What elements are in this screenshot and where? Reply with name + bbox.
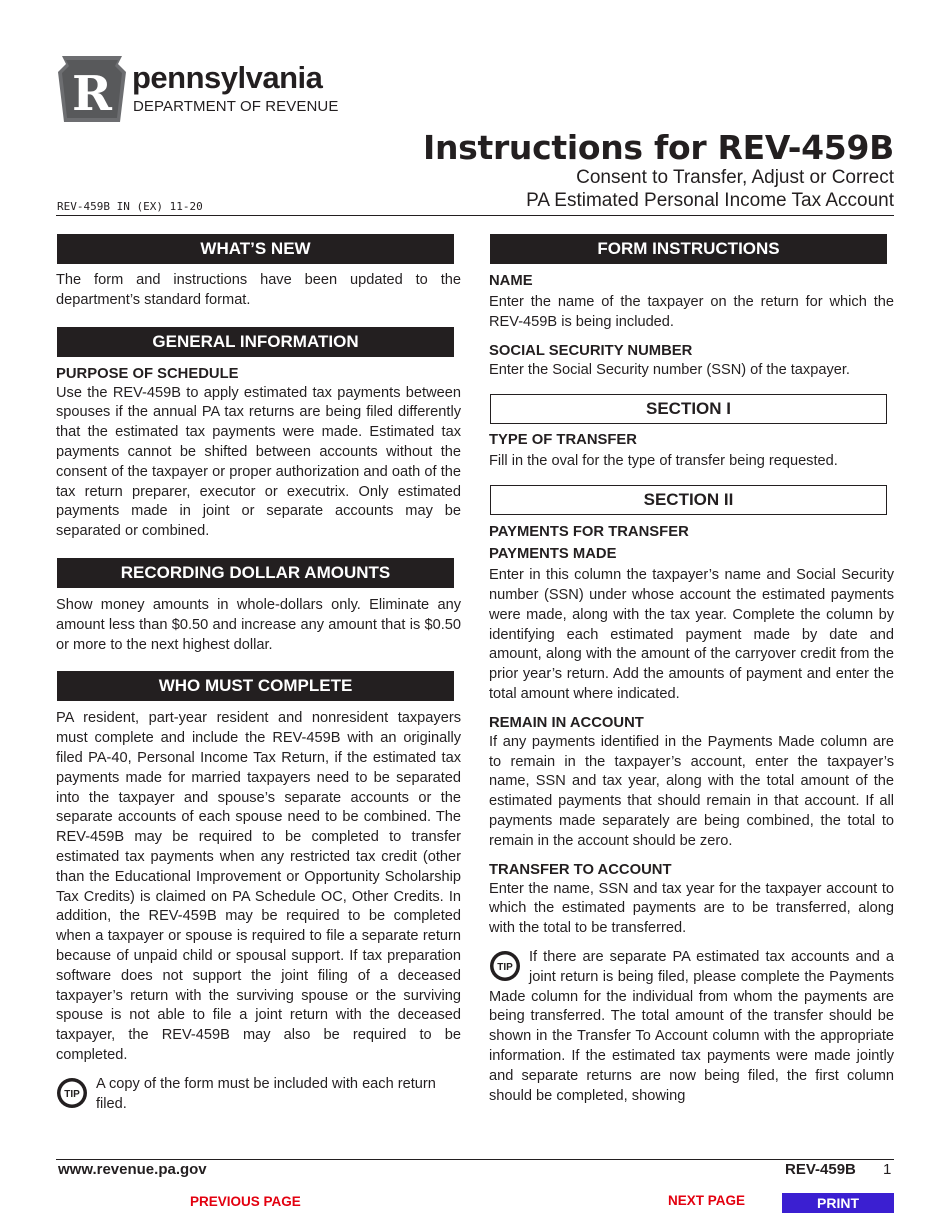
- page-number: 1: [883, 1161, 892, 1178]
- left-column: [56, 234, 461, 1114]
- section-1-heading: SECTION I: [490, 394, 887, 424]
- purpose-text: Use the REV-459B to apply estimated tax payments between spouses if the annual PA tax returns are being filed differently that the estimated tax payments were made. Estimated tax payments cannot be shifted between accounts without the consent of the taxpayer or proper authorization and oath of the tax return preparer, executor or executrix. Only estimated payments made in joint or separate accounts may be separated or combined.: [56, 384, 461, 540]
- transfer-heading: TRANSFER TO ACCOUNT: [489, 861, 672, 878]
- logo-letter: R: [72, 66, 112, 122]
- footer-divider: [56, 1159, 894, 1160]
- recording-text: Show money amounts in whole-dollars only. Eliminate any amount less than $0.50 and increase any amount that is $0.50 or more to the next highest dollar.: [56, 596, 461, 653]
- logo-department: DEPARTMENT OF REVENUE: [133, 98, 339, 115]
- recording-heading: RECORDING DOLLAR AMOUNTS: [57, 558, 454, 588]
- remain-text: If any payments identified in the Payments Made column are to remain in the taxpayer’s account, enter the taxpayer’s name, SSN and tax year, along with the total amount of the estimated payments that should remain in that account. If all payments made separately are being combined, the total to remain in the account should be zero.: [489, 733, 894, 849]
- type-text: Fill in the oval for the type of transfer being requested.: [489, 453, 838, 470]
- tip-note: [56, 1075, 461, 1115]
- payments-made-text: Enter in this column the taxpayer’s name and Social Security number (SSN) under whose account the estimated payments were made, along with the tax year. Complete the column by identifying each estimated payment made by date and amount, along with the amount of the carryover credit from the prior year’s return. Add the amounts of payment and enter the total amount where indicated.: [489, 567, 894, 702]
- name-heading: NAME: [489, 273, 533, 289]
- whats-new-heading: WHAT’S NEW: [57, 234, 454, 264]
- header-divider: [56, 215, 894, 216]
- subtitle-line-2: PA Estimated Personal Income Tax Account: [526, 190, 894, 211]
- right-column: [489, 234, 894, 1106]
- form-code: REV-459B IN (EX) 11-20: [57, 200, 203, 213]
- tip-icon-label: TIP: [497, 961, 513, 973]
- tip-text: A copy of the form must be included with each return filed.: [96, 1075, 436, 1112]
- whats-new-text: The form and instructions have been updated to the department’s standard format.: [56, 272, 461, 308]
- page-title: Instructions for REV-459B: [422, 128, 894, 167]
- type-heading: TYPE OF TRANSFER: [489, 432, 637, 449]
- payments-transfer-heading: PAYMENTS FOR TRANSFER: [489, 524, 689, 541]
- footer-form-id: REV-459B: [785, 1161, 856, 1178]
- form-instructions-heading: FORM INSTRUCTIONS: [490, 234, 887, 264]
- section-2-heading: SECTION II: [490, 485, 887, 515]
- transfer-text: Enter the name, SSN and tax year for the taxpayer account to which the estimated payments are to be transferred, along with the total to be transferred.: [489, 880, 894, 937]
- tip-icon: [489, 950, 521, 982]
- tip-note-right: [489, 948, 894, 1106]
- previous-page-link[interactable]: PREVIOUS PAGE: [190, 1194, 301, 1209]
- who-must-text: PA resident, part-year resident and nonresident taxpayers must complete and include the REV-459B with an originally filed PA-40, Personal Income Tax Return, if the estimated tax payments made for married taxpayers need to be separated into the taxpayer and spouse’s separate accounts or the separate accounts of each spouse need to be combined. The REV-459B may be required to be completed to transfer estimated tax payments when any restricted tax credit (other than the Educational Improvement or Opportunity Scholarship Tax Credits) is claimed on PA Schedule OC, Other Credits. In addition, the REV-459B may be required to be completed when a taxpayer or spouse is required to file a separate return because of unpaid child or spousal support. If tax preparation software does not support the joint filing of a deceased taxpayer’s return with the surviving spouse or the surviving spouse is not able to file a joint return with the deceased taxpayer, the REV-459B may also be required to be completed.: [56, 710, 461, 1063]
- tip-icon: [56, 1077, 88, 1109]
- tip-icon-label: TIP: [64, 1088, 80, 1100]
- payments-made-heading: PAYMENTS MADE: [489, 546, 617, 563]
- who-must-heading: WHO MUST COMPLETE: [57, 671, 454, 701]
- footer-website: www.revenue.pa.gov: [58, 1161, 207, 1178]
- ssn-heading: SOCIAL SECURITY NUMBER: [489, 342, 693, 359]
- purpose-heading: PURPOSE OF SCHEDULE: [56, 365, 239, 382]
- ssn-text: Enter the Social Security number (SSN) of the taxpayer.: [489, 361, 850, 378]
- subtitle-line-1: Consent to Transfer, Adjust or Correct: [576, 167, 894, 188]
- remain-heading: REMAIN IN ACCOUNT: [489, 714, 644, 731]
- print-button[interactable]: PRINT: [782, 1193, 894, 1213]
- next-page-link[interactable]: NEXT PAGE: [668, 1193, 746, 1208]
- general-info-heading: GENERAL INFORMATION: [57, 327, 454, 357]
- page-subtitle: [526, 166, 894, 212]
- tip-text-right: If there are separate PA estimated tax accounts and a joint return is being filed, please complete the Payments Made column for the individual from whom the payments are being transferred. The total amount of the transfer should be shown in the Transfer To Account column with the appropriate information. If the estimated tax payments were made jointly and separate returns are now being filed, the first column should be completed, showing: [489, 948, 894, 1104]
- logo-name: pennsylvania: [132, 60, 323, 95]
- name-text: Enter the name of the taxpayer on the return for which the REV-459B is being included.: [489, 294, 894, 330]
